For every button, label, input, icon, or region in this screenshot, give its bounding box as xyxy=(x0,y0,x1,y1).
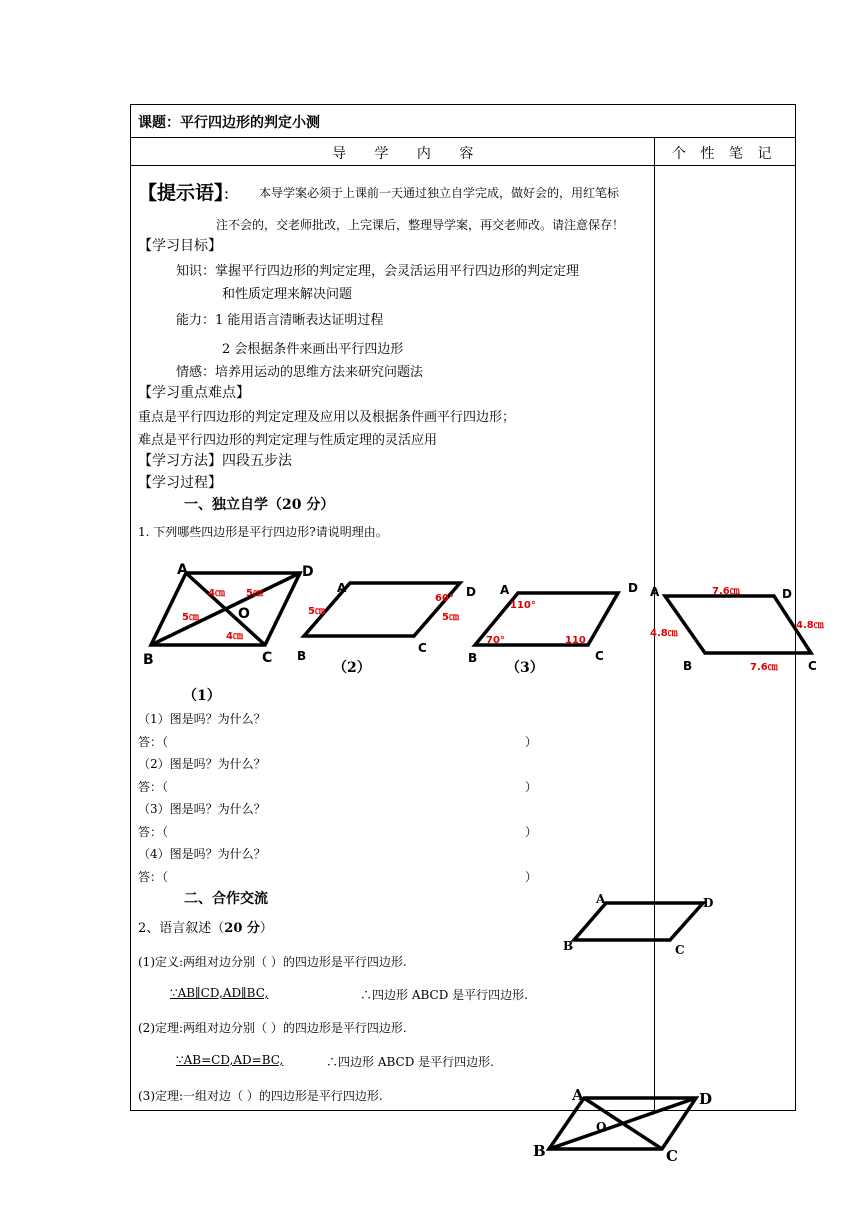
answer-2-close: ） xyxy=(525,780,538,794)
table-border-top xyxy=(130,104,796,105)
figure-2-label-c: C xyxy=(418,641,427,655)
theorem-1-because: ∵AB=CD,AD=BC, xyxy=(176,1053,284,1067)
figure-4-bottom-length: 7.6㎝ xyxy=(750,662,778,673)
goal-emotion: 情感：培养用运动的思维方法来研究问题法 xyxy=(176,365,424,380)
figure-3-angle-b: 70° xyxy=(486,635,505,646)
goal-knowledge-1: 知识：掌握平行四边形的判定定理，会灵活运用平行四边形的判定定理 xyxy=(176,264,580,279)
figure-4-label-d: D xyxy=(782,587,792,601)
figure-1-label-c: C xyxy=(262,650,273,666)
question-1-text: （1）图是吗？为什么？ xyxy=(138,712,266,726)
side-figure-b-label-b: B xyxy=(533,1142,546,1160)
figure-3-caption: （3） xyxy=(506,660,544,676)
side-figure-a-parallelogram xyxy=(574,903,703,940)
side-figure-b-label-a: A xyxy=(572,1086,584,1104)
figure-2-side-length: 5㎝ xyxy=(308,606,325,617)
keypoints-heading: 【学习重点难点】 xyxy=(138,385,250,401)
figure-1-caption: （1） xyxy=(183,688,221,704)
figure-2-side-length-2: 5㎝ xyxy=(442,612,459,623)
theorem-1-therefore: ∴四边形 ABCD 是平行四边形. xyxy=(326,1055,494,1069)
question-2-text: （2）图是吗？为什么？ xyxy=(138,757,266,771)
side-figure-b-label-c: C xyxy=(666,1147,678,1165)
figure-1-label-o: O xyxy=(238,606,250,622)
figure-1-length-3: 5㎝ xyxy=(182,612,199,623)
figure-3-label-d: D xyxy=(628,581,638,595)
figure-4-label-c: C xyxy=(808,659,817,673)
table-row-divider-2 xyxy=(130,165,796,166)
side-figure-a-label-d: D xyxy=(703,896,714,910)
section1-title: 一、独立自学（20 分） xyxy=(184,497,335,513)
process-heading: 【学习过程】 xyxy=(138,475,222,491)
answer-4-close: ） xyxy=(525,870,538,884)
figure-2 xyxy=(297,581,476,676)
tip-line-1: 本导学案必须于上课前一天通过独立自学完成，做好会的，用红笔标 xyxy=(259,186,620,200)
answer-3-close: ） xyxy=(525,825,538,839)
figure-2-label-b: B xyxy=(297,649,307,663)
answer-2-open: 答：（ xyxy=(138,780,169,794)
figure-4-left-length: 4.8㎝ xyxy=(650,628,678,639)
figure-3-angle-c: 110 xyxy=(565,635,586,646)
side-figure-b xyxy=(533,1086,712,1165)
side-figure-a-label-c: C xyxy=(675,943,685,957)
tip-line-2: 注不会的，交老师批改，上完课后，整理导学案，再交老师改。请注意保存！ xyxy=(216,218,625,232)
figure-2-angle: 60° xyxy=(435,593,454,604)
figure-4-parallelogram xyxy=(665,596,811,653)
figure-3-angle-a: 110° xyxy=(510,600,536,611)
goal-knowledge-2: 和性质定理来解决问题 xyxy=(222,287,353,302)
tip-label xyxy=(138,178,237,205)
method-heading: 【学习方法】 xyxy=(138,453,222,469)
answer-4-open: 答：（ xyxy=(138,870,169,884)
figure-3 xyxy=(468,581,638,676)
question-1-prompt: 1. 下列哪些四边形是平行四边形?请说明理由。 xyxy=(138,525,388,539)
tip-colon: ： xyxy=(223,188,237,203)
side-figures xyxy=(0,880,860,1200)
keypoint-difficult: 难点是平行四边形的判定定理与性质定理的灵活应用 xyxy=(138,433,438,448)
figure-4-label-b: B xyxy=(683,659,693,673)
figure-1-length-4: 4㎝ xyxy=(226,631,243,642)
question-4-text: （4）图是吗？为什么？ xyxy=(138,847,266,861)
figure-1-label-d: D xyxy=(302,564,314,580)
figure-4-top-length: 7.6㎝ xyxy=(712,586,740,597)
section2-subtitle-text: 2、语言叙述（ xyxy=(138,921,225,936)
theorem-1-statement: (2)定理:两组对边分别（ ）的四边形是平行四边形. xyxy=(138,1021,407,1035)
side-figure-a xyxy=(563,892,713,957)
figure-2-caption: （2） xyxy=(333,660,371,676)
theorem-2-statement: (3)定理:一组对边（ ）的四边形是平行四边形. xyxy=(138,1089,383,1103)
question-3-text: （3）图是吗？为什么？ xyxy=(138,802,266,816)
answer-1-open: 答：（ xyxy=(138,735,169,749)
figure-3-label-c: C xyxy=(595,649,604,663)
goals-heading: 【学习目标】 xyxy=(138,238,222,254)
side-figure-a-label-a: A xyxy=(596,892,606,906)
figure-4-right-length: 4.8㎝ xyxy=(796,620,824,631)
figure-4 xyxy=(650,585,825,673)
figure-1-length-1: 4㎝ xyxy=(208,588,225,599)
goal-ability-2: 2 会根据条件来画出平行四边形 xyxy=(222,342,404,357)
figures-row xyxy=(0,560,860,680)
figure-2-label-a: A xyxy=(337,581,347,595)
page-title: 课题：平行四边形的判定小测 xyxy=(138,115,320,131)
figure-2-parallelogram xyxy=(304,583,460,636)
definition-therefore: ∴四边形 ABCD 是平行四边形. xyxy=(360,988,528,1002)
section2-title: 二、合作交流 xyxy=(184,891,268,907)
answer-3-open: 答：（ xyxy=(138,825,169,839)
method-text: 四段五步法 xyxy=(222,453,292,469)
figure-1 xyxy=(143,562,314,668)
side-figure-a-label-b: B xyxy=(563,939,574,953)
tip-label-text: 【提示语】 xyxy=(138,182,224,204)
side-figure-b-label-o: O xyxy=(596,1120,607,1134)
figure-3-label-a: A xyxy=(500,583,510,597)
figure-1-label-a: A xyxy=(177,562,188,578)
definition-statement: (1)定义:两组对边分别（ ）的四边形是平行四边形. xyxy=(138,955,407,969)
figure-1-length-2: 5㎝ xyxy=(246,588,263,599)
goal-ability-1: 能力：1 能用语言清晰表达证明过程 xyxy=(176,313,384,328)
column-header-notes: 个 性 笔 记 xyxy=(672,146,777,162)
table-row-divider-1 xyxy=(130,137,796,138)
keypoint-key: 重点是平行四边形的判定定理及应用以及根据条件画平行四边形； xyxy=(138,410,516,425)
figure-1-label-b: B xyxy=(143,652,154,668)
answer-1-close: ） xyxy=(525,735,538,749)
figure-2-label-d: D xyxy=(466,585,476,599)
method-line xyxy=(138,450,292,470)
definition-because: ∵AB∥CD,AD∥BC, xyxy=(170,986,269,1000)
column-header-main: 导 学 内 容 xyxy=(332,146,486,162)
section2-subtitle-end: ） xyxy=(259,921,273,936)
figure-4-label-a: A xyxy=(650,585,660,599)
side-figure-b-diagonal-bd xyxy=(549,1098,696,1149)
section2-subtitle-score: 20 分 xyxy=(224,921,260,936)
side-figure-b-label-d: D xyxy=(699,1090,713,1108)
figure-3-label-b: B xyxy=(468,651,478,665)
